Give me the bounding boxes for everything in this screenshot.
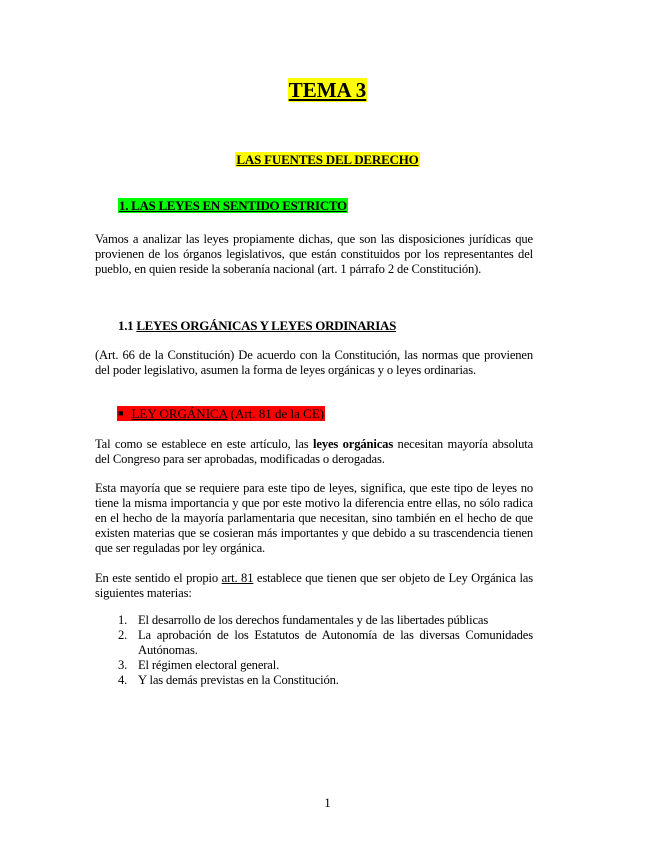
importancia-paragraph: Esta mayoría que se requiere para este tipo de leyes, significa, que este tipo de leyes no tiene la misma importancia y que por este motivo la diferencia entre ellas, no sólo radica en el hecho de la mayoría parlamentaria que necesitan, sino también en el hecho de que existen materias que se cosieran más importantes y que debido a su trascendencia tienen que ser reguladas por ley orgánica.	[95, 481, 533, 555]
section-1-1-heading	[118, 318, 396, 334]
section-1-1-heading-text: LEYES ORGÁNICAS Y LEYES ORDINARIAS	[136, 318, 397, 333]
list-item-text: El desarrollo de los derechos fundamentales y de las libertades públicas	[138, 613, 489, 627]
ley-organica-bullet	[117, 406, 325, 422]
title-text: TEMA 3	[288, 78, 367, 102]
document-title	[0, 78, 655, 103]
list-item-number: 1.	[118, 613, 128, 627]
list-item-text: La aprobación de los Estatutos de Autonomía de las diversas Comunidades Autónomas.	[138, 628, 533, 657]
section-1-1-number: 1.1	[118, 318, 137, 333]
list-item	[118, 658, 533, 673]
section-1-1-paragraph: (Art. 66 de la Constitución) De acuerdo con la Constitución, las normas que provienen del poder legislativo, asumen la forma de leyes orgánicas y o leyes ordinarias.	[95, 348, 533, 377]
mayoria-text-after: necesitan mayoría absoluta del Congreso para ser aprobadas, modificadas o derogadas.	[95, 437, 534, 466]
list-item	[118, 613, 533, 628]
list-item-number: 2.	[118, 628, 128, 642]
mayoria-text-before: Tal como se establece en este artículo, las	[95, 437, 314, 451]
list-item-number: 4.	[118, 673, 128, 687]
bullet-icon: ■	[118, 408, 124, 418]
list-item-text: El régimen electoral general.	[138, 658, 280, 672]
section-1-heading	[118, 198, 348, 214]
materias-list	[118, 613, 533, 688]
document-subtitle	[0, 152, 655, 168]
materias-text-after: establece que tienen que ser objeto de Ley Orgánica las siguientes materias:	[95, 571, 533, 600]
list-item	[118, 628, 533, 658]
mayoria-bold-term: leyes orgánicas	[313, 437, 394, 451]
ley-organica-label: LEY ORGÁNICA	[131, 406, 228, 421]
section-1-heading-text: 1. LAS LEYES EN SENTIDO ESTRICTO	[119, 198, 347, 213]
art-81-link[interactable]: art. 81	[221, 571, 254, 585]
ley-organica-ref: (Art. 81 de la CE)	[227, 406, 325, 421]
section-1-paragraph: Vamos a analizar las leyes propiamente dichas, que son las disposiciones jurídicas que provienen de los órganos legislativos, que están constituidos por los representantes del pueblo, en quien reside la soberanía nacional (art. 1 párrafo 2 de Constitución).	[95, 232, 533, 276]
list-item-text: Y las demás previstas en la Constitución.	[138, 673, 339, 687]
list-item-number: 3.	[118, 658, 128, 672]
ley-organica-highlight	[117, 406, 325, 421]
subtitle-text: LAS FUENTES DEL DERECHO	[236, 152, 419, 167]
list-item	[118, 673, 533, 688]
page-number: 1	[324, 795, 331, 810]
mayoria-paragraph	[95, 437, 533, 467]
materias-paragraph	[95, 571, 533, 601]
materias-text-before: En este sentido el propio	[95, 571, 222, 585]
